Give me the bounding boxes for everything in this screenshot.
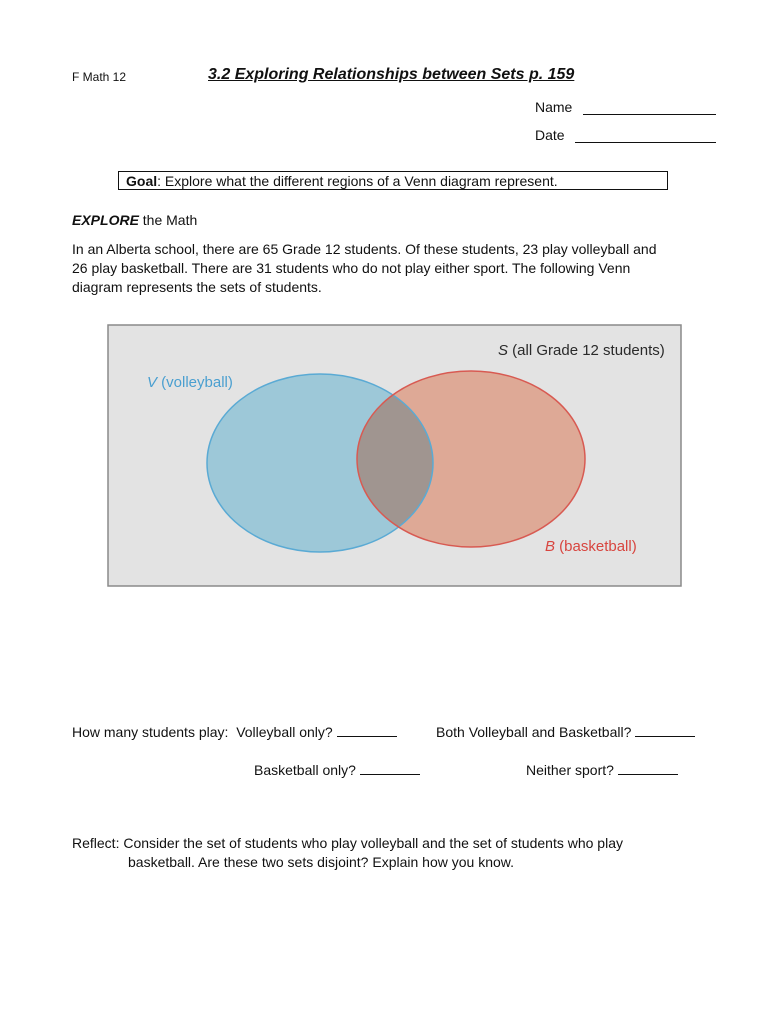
volleyball-set-letter: V — [147, 374, 158, 391]
volleyball-set-text: (volleyball) — [157, 374, 233, 391]
neither-question — [526, 762, 678, 778]
volleyball-set-label — [147, 374, 233, 391]
explore-bold: EXPLORE — [72, 212, 139, 228]
goal-box — [118, 171, 668, 190]
universal-set-text: (all Grade 12 students) — [508, 342, 665, 359]
venn-diagram — [107, 324, 682, 587]
explore-rest: the Math — [138, 212, 198, 228]
both-label: Both Volleyball and Basketball? — [436, 724, 632, 740]
volleyball-only-label: Volleyball only? — [236, 724, 333, 740]
neither-blank[interactable] — [618, 762, 678, 775]
problem-line-1: In an Alberta school, there are 65 Grade 12 students. Of these students, 23 play volleyball and — [72, 241, 657, 257]
name-label: Name — [535, 99, 573, 115]
neither-label: Neither sport? — [526, 762, 614, 778]
course-label: F Math 12 — [72, 70, 127, 84]
reflect-paragraph — [72, 834, 732, 872]
problem-line-3: diagram represents the sets of students. — [72, 279, 322, 295]
universal-set-letter: S — [498, 342, 509, 359]
name-field-line[interactable] — [583, 114, 716, 115]
reflect-line-2: basketball. Are these two sets disjoint? Explain how you know. — [128, 854, 514, 870]
both-question — [436, 724, 695, 740]
universal-set-label — [498, 342, 665, 359]
problem-paragraph — [72, 240, 732, 297]
question-row-1 — [72, 724, 397, 740]
date-field-line[interactable] — [575, 142, 716, 143]
problem-line-2: 26 play basketball. There are 31 students who do not play either sport. The following Venn — [72, 260, 631, 276]
volleyball-only-blank[interactable] — [337, 724, 397, 737]
basketball-set-text: (basketball) — [555, 538, 637, 555]
reflect-line-1: Reflect: Consider the set of students who play volleyball and the set of students who play — [72, 835, 623, 851]
question-prompt: How many students play: — [72, 724, 229, 740]
basketball-set-letter: B — [545, 538, 556, 555]
goal-text: : Explore what the different regions of a Venn diagram represent. — [157, 173, 558, 189]
goal-label: Goal — [126, 173, 158, 189]
page-title: 3.2 Exploring Relationships between Sets p. 159 — [208, 66, 575, 83]
basketball-only-label: Basketball only? — [254, 762, 356, 778]
date-label: Date — [535, 127, 565, 143]
basketball-set-label — [545, 538, 637, 555]
explore-heading — [72, 212, 197, 228]
basketball-only-question — [254, 762, 420, 778]
basketball-only-blank[interactable] — [360, 762, 420, 775]
both-blank[interactable] — [635, 724, 695, 737]
